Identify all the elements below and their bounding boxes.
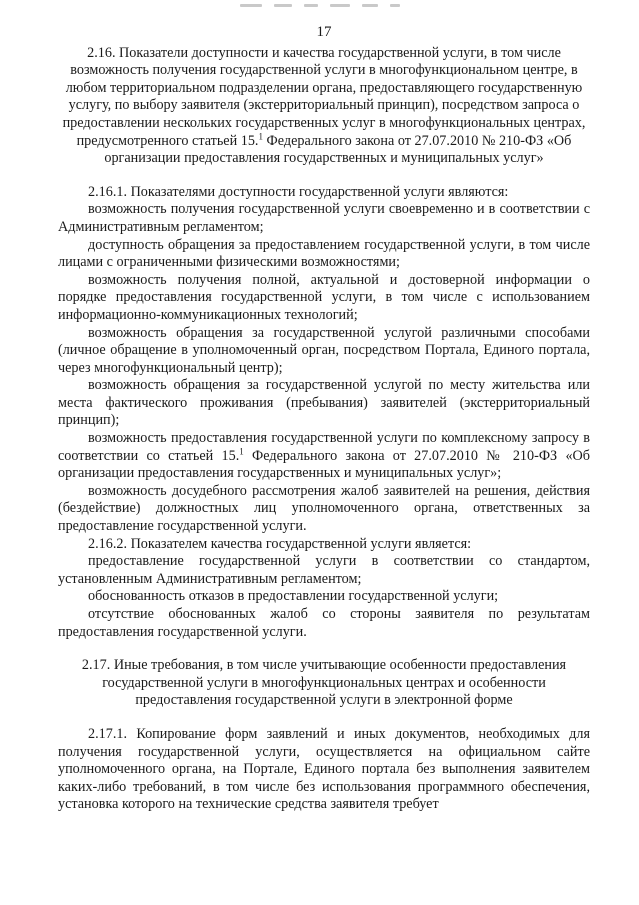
- paragraph-2-17-1: 2.17.1. Копирование форм заявлений и иных документов, необходимых для получения государственной услуги, осуществляется на официальном сайте уполномоченного органа, на Портале, Единого портала без выполнения заявителем каких-либо требований, в том числе без использования программного обеспечения, установка которого на технические средства заявителя требует: [58, 725, 590, 813]
- section-2-16-heading-pre: 2.16. Показатели доступности и качества государственной услуги, в том числе возможность получения государственной услуги в многофункциональном центре, в любом территориальном подразделении органа, предоставляющего государственную услугу, по выбору заявителя (экстерриториальный принцип), посредством запроса о предоставлении нескольких государственных услуг в многофункциональных центрах, предусмотренного статьей 15.: [62, 44, 586, 149]
- page-number: 17: [316, 24, 332, 40]
- paragraph-standard-compliance: предоставление государственной услуги в соответствии со стандартом, установленным Административным регламентом;: [58, 553, 590, 587]
- section-2-16-heading: [58, 45, 590, 168]
- paragraph-extraterritorial: возможность обращения за государственной услугой по месту жительства или места фактического проживания (пребывания) заявителей (экстерриториальный принцип);: [58, 377, 590, 429]
- scan-artifact-marks: [240, 4, 410, 10]
- paragraph-refusal-validity: обоснованность отказов в предоставлении государственной услуги;: [88, 588, 499, 605]
- paragraph-timely-service: возможность получения государственной услуги своевременно и в соответствии с Административным регламентом;: [58, 201, 590, 235]
- paragraph-request-methods: возможность обращения за государственной услугой различными способами (личное обращение в уполномоченный орган, посредством Портала, Единого портала, через многофункциональный центр);: [58, 324, 590, 376]
- paragraph-information: возможность получения полной, актуальной и достоверной информации о порядке предоставления государственной услуги, в том числе с использованием информационно-коммуникационных технологий;: [58, 271, 590, 323]
- paragraph-2-16-1: 2.16.1. Показателями доступности государственной услуги являются:: [88, 183, 509, 200]
- section-2-16-heading-sup: 1: [258, 130, 263, 141]
- section-2-17-heading: 2.17. Иные требования, в том числе учитывающие особенности предоставления государственной услуги в многофункциональных центрах и особенности предоставления государственной услуги в электронной форме: [81, 657, 567, 709]
- paragraph-complex-request-sup: 1: [239, 445, 244, 456]
- paragraph-2-16-2: 2.16.2. Показателем качества государственной услуги является:: [88, 535, 472, 552]
- paragraph-pretrial-appeal: возможность досудебного рассмотрения жалоб заявителей на решения, действия (бездействие) должностных лиц уполномоченного органа, ответственных за предоставление государственной услуги.: [58, 482, 590, 535]
- paragraph-complex-request-post: Федерального закона от 27.07.2010 № 210-ФЗ «Об организации предоставления государственных и муниципальных услуг»;: [58, 447, 590, 482]
- section-2-16-heading-post: Федерального закона от 27.07.2010 № 210-ФЗ «Об организации предоставления государственных и муниципальных услуг»: [104, 132, 572, 167]
- paragraph-accessibility: доступность обращения за предоставлением государственной услуги, в том числе лицами с ограниченными физическими возможностями;: [58, 236, 590, 271]
- document-page: [58, 24, 590, 814]
- paragraph-complex-request: [58, 430, 590, 483]
- paragraph-complex-request-pre: возможность предоставления государственной услуги по комплексному запросу в соответствии со статьей 15.: [58, 430, 590, 464]
- paragraph-no-complaints: отсутствие обоснованных жалоб со стороны заявителя по результатам предоставления государственной услуги.: [58, 606, 590, 640]
